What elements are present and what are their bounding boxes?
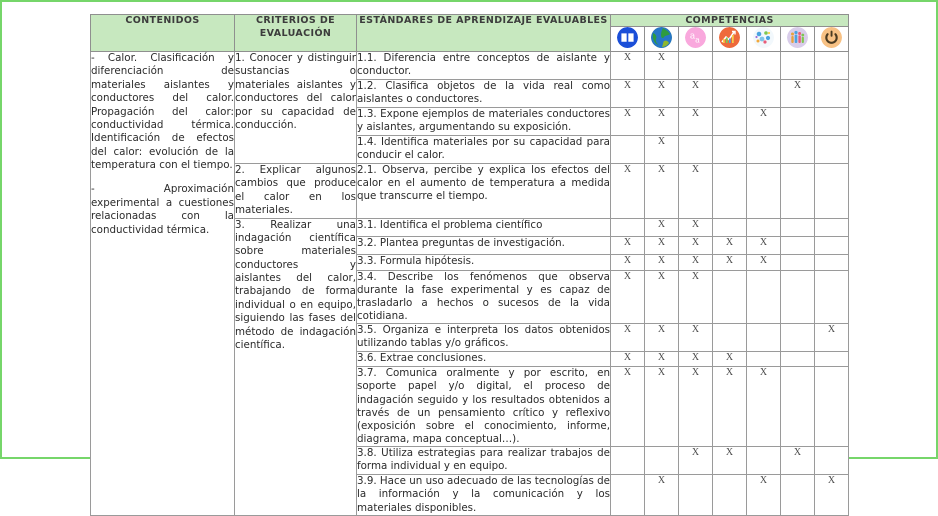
mark-cell	[611, 447, 645, 475]
mark-cell	[781, 324, 815, 352]
mark-cell: X	[781, 447, 815, 475]
mark-cell	[781, 218, 815, 236]
mark-cell: X	[747, 254, 781, 270]
mark-cell: X	[747, 108, 781, 136]
header-contenidos: CONTENIDOS	[91, 15, 235, 52]
mark-cell: X	[611, 52, 645, 80]
mark-cell	[645, 447, 679, 475]
table-head	[91, 15, 849, 52]
contenidos-cell	[91, 52, 235, 516]
mark-cell: X	[747, 367, 781, 447]
mark-cell: X	[645, 324, 679, 352]
mark-cell: X	[611, 164, 645, 219]
estandar-cell: 3.1. Identifica el problema científico	[357, 218, 611, 236]
mark-cell	[747, 80, 781, 108]
estandar-cell: 3.3. Formula hipótesis.	[357, 254, 611, 270]
mark-cell	[815, 108, 849, 136]
estandar-cell: 1.1. Diferencia entre conceptos de aislante y conductor.	[357, 52, 611, 80]
mark-cell: X	[611, 367, 645, 447]
mark-cell: X	[645, 254, 679, 270]
header-criterios: CRITERIOS DE EVALUACIÓN	[235, 15, 357, 52]
curriculum-table-wrapper	[90, 14, 849, 516]
criterio-1-text: 1. Conocer y distinguir sustancias o materiales aislantes y conductores del calor por su capacidad de conducción.	[235, 52, 356, 131]
mark-cell: X	[679, 254, 713, 270]
mark-cell	[815, 164, 849, 219]
criterio-cell-2	[235, 164, 357, 219]
mark-cell: X	[645, 236, 679, 254]
mark-cell	[611, 475, 645, 516]
mark-cell: X	[645, 218, 679, 236]
mark-cell	[781, 367, 815, 447]
mark-cell: X	[611, 254, 645, 270]
mark-cell: X	[645, 475, 679, 516]
mark-cell	[679, 475, 713, 516]
mark-cell	[713, 270, 747, 324]
mark-cell: X	[747, 475, 781, 516]
criterio-3-text: 3. Realizar una indagación científica sobre materiales conductores y aislantes del calor, trabajando de forma individual o en equipo, siguiendo las fases del método de indagación científica.	[235, 218, 356, 351]
mark-cell: X	[645, 367, 679, 447]
mark-cell: X	[713, 254, 747, 270]
mark-cell	[713, 52, 747, 80]
mark-cell	[713, 164, 747, 219]
mark-cell: X	[713, 352, 747, 367]
mark-cell	[713, 136, 747, 164]
globe-icon	[651, 27, 672, 48]
table-body	[91, 52, 849, 516]
estandar-cell: 3.7. Comunica oralmente y por escrito, en soporte papel y/o digital, el proceso de indagación seguido y los resultados obtenidos a través de un pensamiento crítico y reflexivo (exposición sobre el conocimiento, informe, diagrama, mapa conceptual…).	[357, 367, 610, 446]
criterio-cell-1	[235, 52, 357, 164]
mark-cell: X	[611, 324, 645, 352]
mark-cell	[713, 108, 747, 136]
mark-cell	[747, 352, 781, 367]
mark-cell: X	[679, 236, 713, 254]
mark-cell	[815, 218, 849, 236]
mark-cell	[815, 270, 849, 324]
mark-cell: X	[679, 447, 713, 475]
header-row-top	[91, 15, 849, 27]
mark-cell: X	[611, 236, 645, 254]
mark-cell	[747, 324, 781, 352]
mark-cell: X	[645, 80, 679, 108]
competencia-col-5	[747, 27, 781, 52]
mark-cell	[747, 218, 781, 236]
mark-cell	[713, 324, 747, 352]
header-estandares: ESTÁNDARES DE APRENDIZAJE EVALUABLES	[357, 15, 611, 52]
mark-cell: X	[713, 236, 747, 254]
mark-cell: X	[611, 270, 645, 324]
mark-cell	[815, 136, 849, 164]
mark-cell: X	[645, 270, 679, 324]
mark-cell: X	[645, 52, 679, 80]
mark-cell	[781, 475, 815, 516]
svg-text:a: a	[689, 31, 696, 42]
mark-cell: X	[679, 270, 713, 324]
contenidos-para-1: - Calor. Clasificación y diferenciación de materiales aislantes y conductores del calor. Propagación del calor: conductividad térmica. Identificación de efectos del calor: evolución de la temperatura con el tiempo.	[91, 52, 234, 171]
mark-cell: X	[747, 236, 781, 254]
confetti-icon	[753, 27, 774, 48]
competencia-col-7	[815, 27, 849, 52]
mark-cell	[713, 80, 747, 108]
mark-cell	[815, 52, 849, 80]
mark-cell: X	[679, 352, 713, 367]
mark-cell: X	[679, 218, 713, 236]
estandar-cell: 3.4. Describe los fenómenos que observa durante la fase experimental y es capaz de trasladarlo a hechos o sucesos de la vida cotidiana.	[357, 270, 610, 323]
mark-cell	[713, 218, 747, 236]
mark-cell: X	[611, 80, 645, 108]
mark-cell: X	[713, 447, 747, 475]
mark-cell: X	[645, 352, 679, 367]
mark-cell: X	[815, 475, 849, 516]
mark-cell: X	[679, 367, 713, 447]
mark-cell: X	[713, 367, 747, 447]
mark-cell	[815, 367, 849, 447]
power-icon	[821, 27, 842, 48]
mark-cell	[815, 236, 849, 254]
mark-cell: X	[679, 164, 713, 219]
criterio-2-text: 2. Explicar algunos cambios que produce el calor en los materiales.	[235, 164, 356, 217]
contenidos-para-2: - Aproximación experimental a cuestiones relacionadas con la conductividad térmica.	[91, 183, 234, 236]
competencia-col-3	[679, 27, 713, 52]
chart-growth-icon	[719, 27, 740, 48]
mark-cell	[781, 352, 815, 367]
mark-cell	[611, 136, 645, 164]
mark-cell	[781, 270, 815, 324]
estandar-cell: 3.8. Utiliza estrategias para realizar trabajos de forma individual y en equipo.	[357, 447, 611, 475]
estandar-cell: 3.5. Organiza e interpreta los datos obtenidos utilizando tablas y/o gráficos.	[357, 324, 611, 352]
mark-cell	[713, 475, 747, 516]
header-competencias: COMPETENCIAS	[611, 15, 849, 27]
mark-cell: X	[815, 324, 849, 352]
svg-text:a: a	[695, 35, 700, 45]
mark-cell	[781, 52, 815, 80]
competencia-col-1	[611, 27, 645, 52]
mark-cell	[747, 447, 781, 475]
mark-cell: X	[679, 324, 713, 352]
competencia-col-4	[713, 27, 747, 52]
mark-cell	[781, 254, 815, 270]
estandar-cell: 3.2. Plantea preguntas de investigación.	[357, 236, 611, 254]
mark-cell	[679, 136, 713, 164]
mark-cell: X	[781, 80, 815, 108]
mark-cell	[815, 447, 849, 475]
mark-cell: X	[645, 136, 679, 164]
estandar-cell: 3.6. Extrae conclusiones.	[357, 352, 611, 367]
estandar-cell: 3.9. Hace un uso adecuado de las tecnologías de la información y la comunicación y los materiales disponibles.	[357, 475, 611, 516]
mark-cell	[815, 352, 849, 367]
competencia-col-2	[645, 27, 679, 52]
mark-cell	[781, 136, 815, 164]
people-icon	[787, 27, 808, 48]
mark-cell	[611, 218, 645, 236]
competencia-col-6	[781, 27, 815, 52]
mark-cell	[679, 52, 713, 80]
mark-cell	[747, 164, 781, 219]
mark-cell	[815, 80, 849, 108]
mark-cell	[781, 164, 815, 219]
estandar-cell: 2.1. Observa, percibe y explica los efectos del calor en el aumento de temperatura a medida que transcurre el tiempo.	[357, 164, 611, 219]
mark-cell	[815, 254, 849, 270]
mark-cell: X	[645, 108, 679, 136]
mark-cell: X	[611, 108, 645, 136]
mark-cell	[781, 236, 815, 254]
mark-cell	[781, 108, 815, 136]
letters-aa-icon	[685, 27, 706, 48]
mark-cell: X	[645, 164, 679, 219]
mark-cell	[747, 270, 781, 324]
curriculum-table	[90, 14, 849, 516]
mark-cell	[747, 136, 781, 164]
mark-cell: X	[679, 80, 713, 108]
mark-cell: X	[611, 352, 645, 367]
table-row	[91, 52, 849, 80]
mark-cell	[747, 52, 781, 80]
estandar-cell: 1.4. Identifica materiales por su capacidad para conducir el calor.	[357, 136, 611, 164]
estandar-cell: 1.3. Expone ejemplos de materiales conductores y aislantes, argumentando su exposición.	[357, 108, 611, 136]
criterio-cell-3	[235, 218, 357, 516]
book-icon	[617, 27, 638, 48]
estandar-cell: 1.2. Clasifica objetos de la vida real como aislantes o conductores.	[357, 80, 611, 108]
mark-cell: X	[679, 108, 713, 136]
